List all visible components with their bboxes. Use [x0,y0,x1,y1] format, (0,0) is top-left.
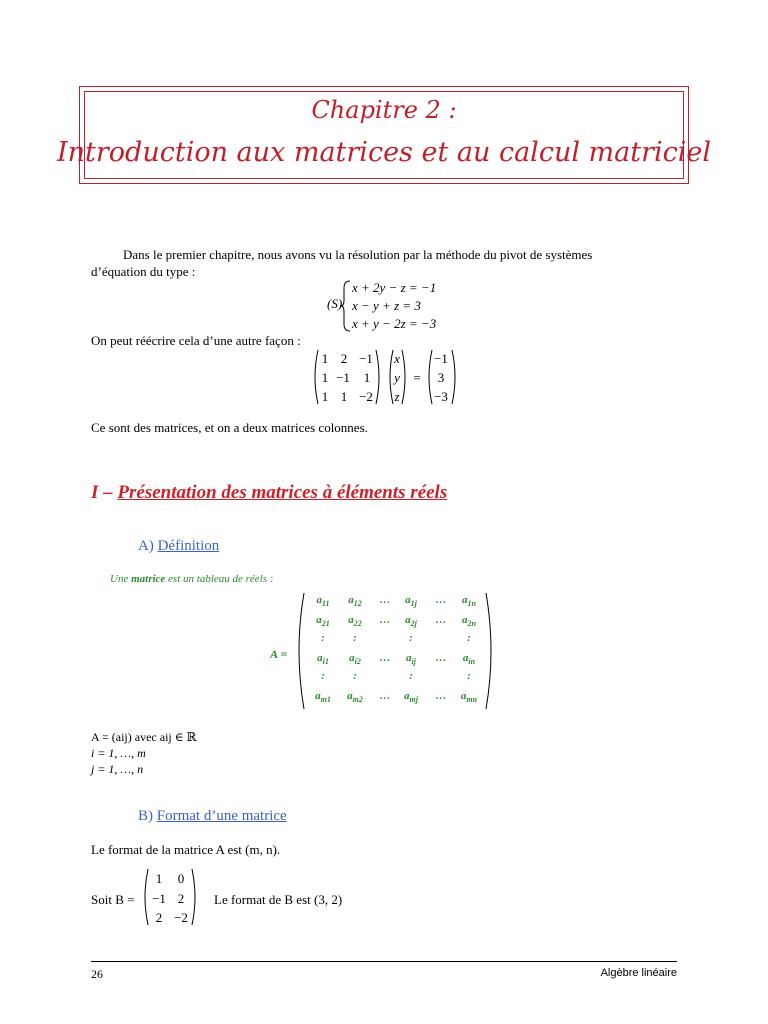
notation-line-2: i = 1, …, m [91,746,146,760]
general-matrix-cell: $a_{1n}$ [462,594,476,609]
general-matrix-cell: $a_{in}$ [462,652,476,667]
vector-x-right-paren [400,349,410,405]
general-matrix-cell: $a_{12}$ [348,594,362,609]
subsection-b-title: Format d’une matrice [156,808,287,824]
chapter-title: Introduction aux matrices et au calcul matriciel [56,137,712,168]
general-matrix-cell: $a_{22}$ [348,614,362,629]
matrix-b-cell: 0 [177,871,185,886]
general-matrix-cell: $a_{11}$ [316,594,330,609]
format-text: Le format de la matrice A est (m, n). [91,842,281,857]
general-matrix-cell: $a_{2n}$ [462,614,476,629]
subsection-a-title: Définition [157,538,220,554]
vector-b-cell: 3 [437,370,445,385]
system-eq-2: x − y + z = 3 [352,298,421,313]
notation-line-1: A = (aij) avec aij ∈ ℝ [91,730,197,744]
equals-sign: = [413,370,421,385]
general-matrix-cell: $a_{m1}$ [315,690,331,705]
conclusion-text: Ce sont des matrices, et on a deux matrices colonnes. [91,420,368,435]
general-matrix-cell: … [435,594,447,606]
matrix-b-cell: 2 [155,910,163,925]
general-matrix-cell: $a_{mj}$ [404,690,418,705]
system-label: (S) [327,296,343,311]
general-matrix-cell: $a_{ij}$ [406,652,416,667]
footer-rule [91,961,677,962]
general-matrix-cell: … [379,614,391,626]
general-matrix-cell: … [435,652,447,664]
matrix-b-cell: −2 [174,910,188,925]
system-eq-3: x + y − 2z = −3 [352,316,437,331]
general-matrix-lhs: A = [270,647,288,661]
rewrite-text: On peut réécrire cela d’une autre façon : [91,333,301,348]
general-matrix-cell: … [379,594,391,606]
matrix-definition [110,572,273,587]
matrix-a-cell: 1 [321,389,329,404]
matrix-a-cell: 1 [340,389,348,404]
matrix-b-right-paren [190,868,200,926]
vector-b-right-paren [450,349,460,405]
general-matrix-cell: $a_{21}$ [316,614,330,629]
system-eq-1: x + 2y − z = −1 [352,280,437,295]
general-matrix-cell: $a_{1j}$ [405,594,417,609]
subsection-b-heading [138,808,287,825]
subsection-a-heading [138,538,219,555]
general-matrix-cell: … [435,690,447,702]
matrix-a-right-paren [374,349,384,405]
format-b-text: Le format de B est (3, 2) [214,892,343,907]
matrix-b-cell: −1 [152,891,166,906]
intro-line-2: d’équation du type : [91,264,196,279]
general-matrix-cell: $a_{i1}$ [317,652,329,667]
general-matrix-cell: $a_{i2}$ [349,652,361,667]
book-title: Algèbre linéaire [600,967,677,979]
page-number: 26 [91,967,103,981]
chapter-number: Chapitre 2 : [311,96,457,124]
vector-x-cell: z [394,389,400,404]
matrix-a-cell: −1 [359,351,373,366]
intro-line-1: Dans le premier chapitre, nous avons vu la résolution par la méthode du pivot de systèmes [123,247,593,262]
subsection-b-letter: B) [138,808,153,824]
general-matrix-cell: : [409,670,413,682]
matrix-a-cell: −1 [336,370,350,385]
matrix-b-cell: 2 [177,891,185,906]
general-matrix-cell: : [467,632,471,644]
general-matrix-cell: : [321,632,325,644]
general-matrix-cell: : [409,632,413,644]
def-prefix: Une [110,573,132,585]
section-title: Présentation des matrices à éléments réels [117,482,448,503]
general-matrix-cell: … [435,614,447,626]
vector-b-cell: −1 [434,351,448,366]
notation-line-3: j = 1, …, n [91,762,144,776]
vector-b-cell: −3 [434,389,448,404]
subsection-a-letter: A) [138,538,154,554]
general-matrix-cell: : [353,670,357,682]
matrix-b-cell: 1 [155,871,163,886]
general-matrix-cell: : [353,632,357,644]
matrix-a-cell: 1 [321,351,329,366]
system-brace [340,280,352,332]
general-matrix-cell: $a_{m2}$ [347,690,363,705]
general-matrix-cell: : [321,670,325,682]
general-matrix-right-paren [484,592,498,710]
vector-x-cell: x [394,351,400,366]
general-matrix-cell: $a_{2j}$ [405,614,417,629]
general-matrix-cell: $a_{mn}$ [460,690,478,705]
general-matrix-left-paren [292,592,306,710]
soit-b-label: Soit B = [91,892,135,907]
matrix-a-cell: 2 [340,351,348,366]
matrix-a-cell: 1 [321,370,329,385]
section-heading [91,482,447,504]
matrix-a-cell: 1 [363,370,371,385]
matrix-a-cell: −2 [359,389,373,404]
general-matrix-cell: … [379,690,391,702]
def-suffix: est un tableau de réels : [165,573,274,585]
vector-x-cell: y [394,370,400,385]
general-matrix-cell: : [467,670,471,682]
general-matrix-cell: … [379,652,391,664]
section-number: I – [91,482,113,503]
def-bold: matrice [131,573,166,585]
